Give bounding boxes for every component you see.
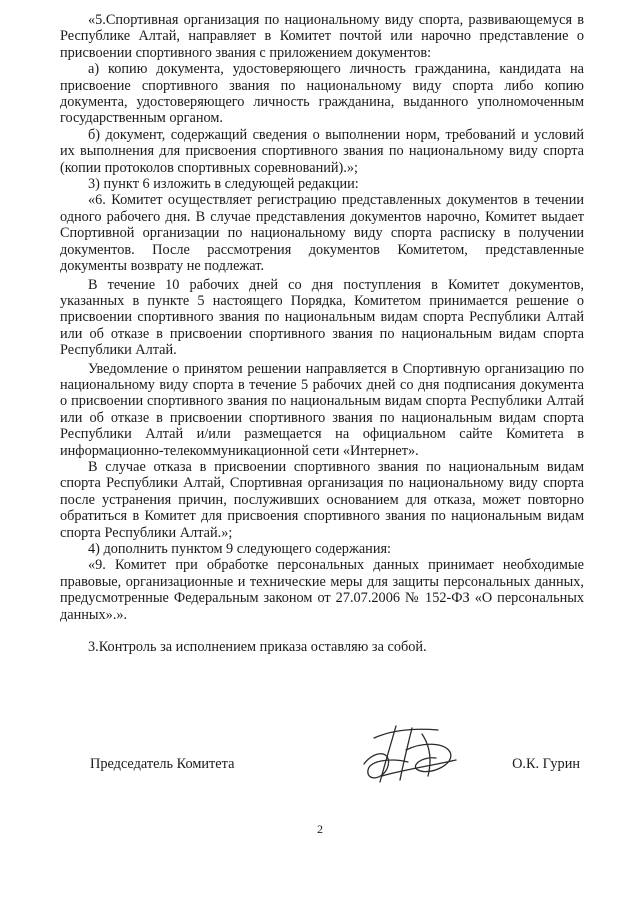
signature-block	[60, 748, 584, 788]
paragraph-item-b: б) документ, содержащий сведения о выполнении норм, требований и условий их выполнения для присвоения спортивного звания по национальному виду спорта (копии протоколов спортивных соревнований).»;	[60, 126, 584, 176]
page-number: 2	[317, 822, 323, 836]
paragraph-9-personal-data: «9. Комитет при обработке персональных данных принимает необходимые правовые, организационные и технические меры для защиты персональных данных, предусмотренные Федеральным законом от 27.07.2006 № 152-ФЗ «О персональных данных».».	[60, 557, 584, 623]
signatory-title: Председатель Комитета	[90, 756, 235, 772]
document-body	[60, 12, 584, 655]
handwritten-signature-icon	[352, 720, 462, 792]
paragraph-point-4: 4) дополнить пунктом 9 следующего содержания:	[88, 541, 392, 557]
paragraph-control: 3.Контроль за исполнением приказа оставляю за собой.	[88, 639, 427, 656]
paragraph-point-3: 3) пункт 6 изложить в следующей редакции:	[88, 176, 359, 193]
paragraph-decision-period: В течение 10 рабочих дней со дня поступления в Комитет документов, указанных в пункте 5 настоящего Порядка, Комитетом принимается решение о присвоении спортивного звания по национальным видам спорта Республики Алтай или об отказе в присвоении спортивного звания по национальным видам спорта Республики Алтай.	[60, 276, 584, 359]
paragraph-refusal: В случае отказа в присвоении спортивного звания по национальным видам спорта Республики Алтай, Спортивная организация по национальному виду спорта после устранения причин, послуживших основанием для отказа, может повторно обратиться в Комитет для присвоения спортивного звания по национальным видам спорта Республики Алтай.»;	[60, 458, 584, 541]
signatory-name: О.К. Гурин	[512, 756, 580, 772]
paragraph-item-a: а) копию документа, удостоверяющего личность гражданина, кандидата на присвоение спортивного звания по национальному виду спорта либо копию документа, удостоверяющего личность гражданина, выданного уполномоченным государственным органом.	[60, 61, 584, 127]
paragraph-5-intro: «5.Спортивная организация по национальному виду спорта, развивающемуся в Республике Алтай, направляет в Комитет почтой или нарочно представление о присвоении спортивного звания с приложением документов:	[60, 12, 584, 61]
paragraph-notification: Уведомление о принятом решении направляется в Спортивную организацию по национальному виду спорта в течение 5 рабочих дней со дня подписания документа о присвоении спортивного звания по национальным видам спорта Республики Алтай или об отказе в присвоении спортивного звания по национальным видам спорта Республики Алтай и/или размещается на официальном сайте Комитета в информационно-телекоммуникационной сети «Интернет».	[60, 360, 584, 459]
paragraph-6-registration: «6. Комитет осуществляет регистрацию представленных документов в течении одного рабочего дня. В случае представления документов нарочно, Комитет выдает Спортивной организации по национальному виду спорта расписку в получении документов. После рассмотрения документов Комитетом, представленные документы возврату не подлежат.	[60, 192, 584, 275]
